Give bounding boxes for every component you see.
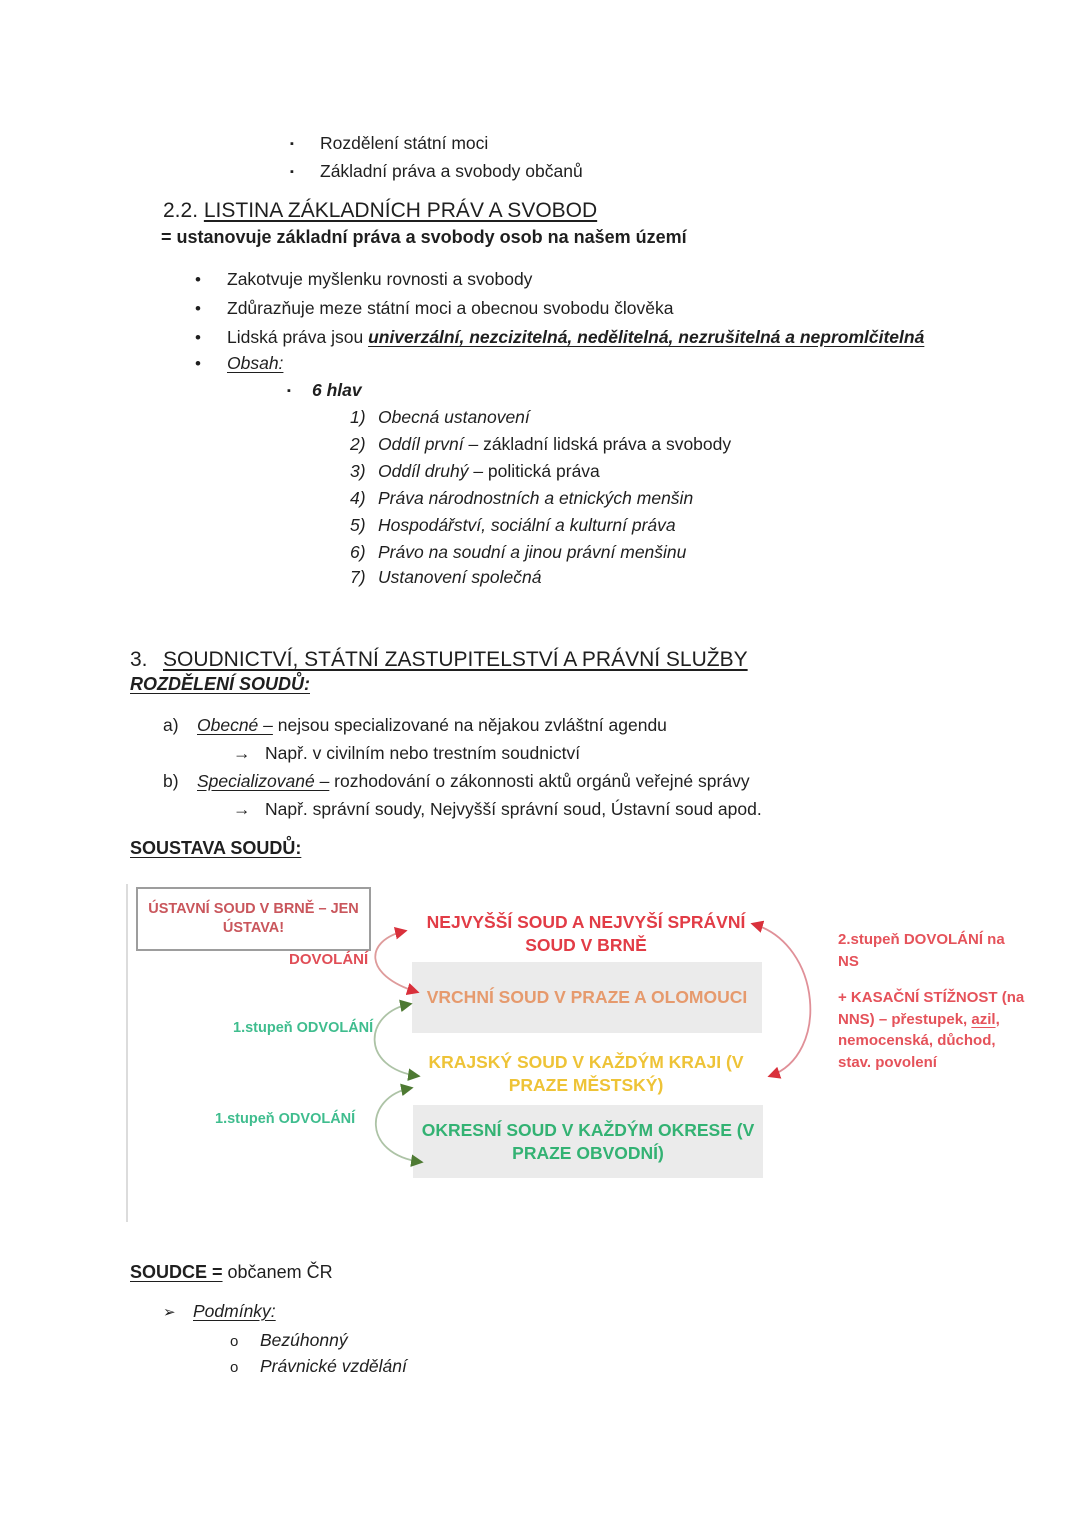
- section-title: LISTINA ZÁKLADNÍCH PRÁV A SVOBOD: [203, 199, 598, 222]
- underlined-word: azil: [971, 1010, 996, 1028]
- list-item-text: Základní práva a svobody občanů: [320, 161, 583, 181]
- numbered-item: [350, 515, 676, 535]
- circle-bullet-icon: o: [230, 1359, 239, 1376]
- item-number: 1): [350, 407, 366, 427]
- numbered-item: [350, 567, 541, 587]
- list-item: [290, 133, 488, 154]
- arrow-subitem: [233, 743, 580, 763]
- box-line: KRAJSKÝ SOUD V KAŽDÝM KRAJI (V: [428, 1052, 744, 1072]
- bullet-icon: •: [195, 328, 201, 347]
- box-line: OKRESNÍ SOUD V KAŽDÝM OKRESE (V: [421, 1119, 755, 1140]
- list-item: [287, 380, 362, 401]
- numbered-item: [350, 542, 686, 562]
- note-line: NS: [838, 952, 859, 970]
- list-item-text: Zdůrazňuje meze státní moci a obecnou svobodu člověka: [227, 298, 674, 318]
- list-item: [195, 327, 924, 348]
- emphasized-text: univerzální, nezcizitelná, nedělitelná, nezrušitelná a nepromlčitelná: [368, 327, 925, 347]
- list-item-text: Podmínky:: [193, 1301, 276, 1321]
- item-letter: b): [163, 771, 179, 791]
- item-letter: a): [163, 715, 179, 735]
- section-heading-3: [130, 648, 748, 671]
- item-text: nejsou specializované na nějakou zvláštní agendu: [272, 715, 667, 735]
- list-item: [163, 1301, 276, 1322]
- list-item-text: 6 hlav: [312, 380, 362, 400]
- item-text: Právo na soudní a jinou právní menšinu: [378, 542, 687, 562]
- odvolani-arrow-2: [376, 1088, 421, 1162]
- list-item-text: Rozdělení státní moci: [320, 133, 489, 153]
- arrow-subitem: [233, 799, 762, 819]
- arrowhead-bullet-icon: ➢: [163, 1303, 176, 1321]
- odvolani-arrow-1: [375, 1004, 418, 1076]
- list-item: [230, 1356, 407, 1378]
- item-text-italic: Oddíl první –: [378, 434, 484, 454]
- heading-term: SOUDCE =: [130, 1262, 223, 1282]
- item-number: 4): [350, 488, 366, 508]
- box-line: ÚSTAVA!: [222, 920, 285, 936]
- subitem-text: Např. správní soudy, Nejvyšší správní soud, Ústavní soud apod.: [265, 799, 762, 819]
- item-number: 5): [350, 515, 366, 535]
- soudce-heading: [130, 1262, 333, 1282]
- dovolani-arrow: [375, 931, 417, 992]
- numbered-item: [350, 407, 530, 427]
- dovolani-ns-arrow: [753, 924, 810, 1076]
- square-bullet-icon: ▪: [287, 385, 291, 397]
- note-line: stav. povolení: [838, 1053, 937, 1071]
- lettered-item: [163, 771, 750, 791]
- circle-bullet-icon: o: [230, 1333, 239, 1350]
- section-lead: = ustanovuje základní práva a svobody osob na našem území: [161, 227, 687, 247]
- bullet-icon: •: [195, 270, 201, 289]
- item-text: Obecná ustanovení: [378, 407, 530, 427]
- list-item: [230, 1330, 348, 1352]
- dovolani-label: DOVOLÁNÍ: [289, 951, 369, 968]
- list-item-text: Bezúhonný: [260, 1330, 348, 1350]
- section-title: SOUDNICTVÍ, STÁTNÍ ZASTUPITELSTVÍ A PRÁVNÍ SLUŽBY: [163, 648, 748, 671]
- box-line: PRAZE OBVODNÍ): [512, 1142, 664, 1163]
- bullet-icon: •: [195, 299, 201, 318]
- numbered-item: [350, 488, 693, 508]
- item-text: Ustanovení společná: [378, 567, 542, 587]
- lettered-item: [163, 715, 667, 735]
- numbered-item: [350, 461, 600, 481]
- note-line: + KASAČNÍ STÍŽNOST (na: [838, 989, 1025, 1006]
- list-item-text: Právnické vzdělání: [260, 1356, 407, 1376]
- item-text-italic: Oddíl druhý –: [378, 461, 488, 481]
- item-text: Práva národnostních a etnických menšin: [378, 488, 694, 508]
- note-line: NNS) – přestupek, azil,: [838, 1010, 1000, 1028]
- note-line: 2.stupeň DOVOLÁNÍ na: [838, 931, 1005, 948]
- heading-rest: občanem ČR: [222, 1262, 333, 1282]
- item-number: 7): [350, 567, 366, 587]
- item-number: 6): [350, 542, 366, 562]
- item-number: 3): [350, 461, 366, 481]
- list-item: [195, 298, 674, 319]
- list-item-text: Lidská práva jsou: [227, 327, 369, 347]
- diagram-arrows: [120, 870, 1050, 1240]
- right-arrow-icon: →: [233, 743, 251, 763]
- right-arrow-icon: →: [233, 799, 251, 819]
- odvolani-label-1: 1.stupeň ODVOLÁNÍ: [233, 1020, 374, 1036]
- list-item-text: Zakotvuje myšlenku rovnosti a svobody: [227, 269, 533, 289]
- list-item: [195, 353, 283, 374]
- item-text: Hospodářství, sociální a kulturní práva: [378, 515, 676, 535]
- item-term: Specializované –: [197, 771, 330, 791]
- section-number: 3.: [130, 648, 148, 671]
- section-heading-2-2: [163, 199, 597, 222]
- bullet-icon: •: [195, 354, 201, 373]
- odvolani-label-2: 1.stupeň ODVOLÁNÍ: [215, 1111, 356, 1127]
- box-line: PRAZE MĚSTSKÝ): [508, 1075, 664, 1095]
- soustava-heading: SOUSTAVA SOUDŮ:: [130, 838, 302, 858]
- item-text: politická práva: [487, 461, 600, 481]
- section-number: 2.2.: [163, 199, 199, 222]
- list-item: [290, 161, 583, 182]
- item-number: 2): [350, 434, 366, 454]
- subitem-text: Např. v civilním nebo trestním soudnictví: [265, 743, 581, 763]
- numbered-item: [350, 434, 731, 454]
- item-term: Obecné –: [197, 715, 273, 735]
- box-line: NEJVYŠŠÍ SOUD A NEJVYŠÍ SPRÁVNÍ: [426, 912, 746, 932]
- square-bullet-icon: ▪: [290, 166, 294, 178]
- box-line: VRCHNÍ SOUD V PRAZE A OLOMOUCI: [426, 987, 748, 1007]
- square-bullet-icon: ▪: [290, 138, 294, 150]
- item-text: rozhodování o zákonnosti aktů orgánů veřejné správy: [329, 771, 750, 791]
- list-item: [195, 269, 532, 290]
- box-line: SOUD V BRNĚ: [525, 935, 647, 955]
- box-line: ÚSTAVNÍ SOUD V BRNĚ – JEN: [148, 901, 359, 917]
- item-text: základní lidská práva a svobody: [483, 434, 732, 454]
- list-item-text: Obsah:: [227, 353, 284, 373]
- note-line: nemocenská, důchod,: [838, 1032, 996, 1049]
- subsection-heading: ROZDĚLENÍ SOUDŮ:: [130, 674, 310, 694]
